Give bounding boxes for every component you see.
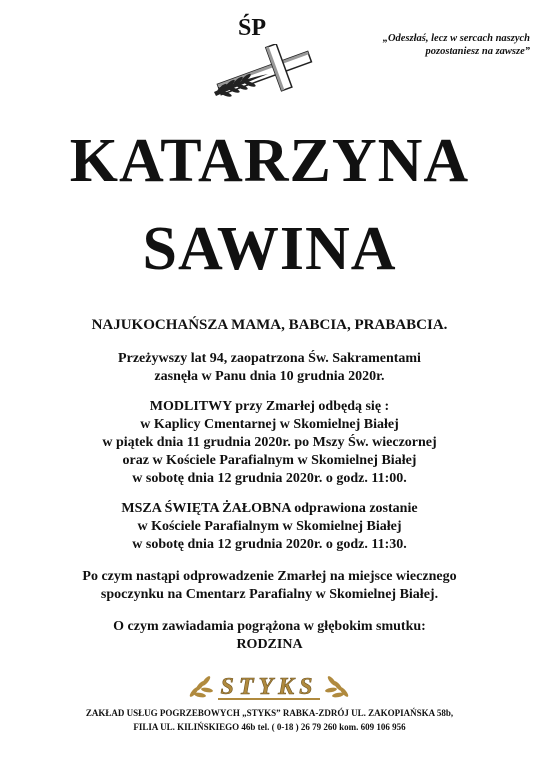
last-name: SAWINA	[142, 215, 397, 283]
notify-line: O czym zawiadamia pogrążona w głębokim smutku:	[113, 619, 426, 634]
funeral-home-footer	[10, 706, 529, 734]
epitaph-quote	[330, 32, 530, 58]
quote-line: pozostaniesz na zawsze”	[425, 46, 530, 57]
family-signature: RODZINA	[236, 637, 303, 652]
mass-line: w Kościele Parafialnym w Skomielnej Białej	[137, 519, 402, 534]
prayers-line: MODLITWY przy Zmarłej odbędą się :	[149, 399, 390, 414]
mass-block	[10, 500, 529, 554]
family-line-block	[10, 316, 529, 334]
mass-line: MSZA ŚWIĘTA ŻAŁOBNA odprawiona zostanie	[121, 501, 418, 516]
prayers-line: oraz w Kościele Parafialnym w Skomielnej Białej	[122, 453, 417, 468]
prayers-block	[10, 398, 529, 488]
age-block	[10, 350, 529, 386]
styks-logo	[184, 670, 354, 704]
first-name: KATARZYNA	[69, 127, 470, 195]
burial-line: spoczynku na Cmentarz Parafialny w Skomielnej Białej.	[100, 587, 439, 602]
burial-line: Po czym nastąpi odprowadzenie Zmarłej na miejsce wiecznego	[82, 569, 457, 584]
footer-line: FILIA UL. KILIŃSKIEGO 46b tel. ( 0-18 ) 26 79 260 kom. 609 106 956	[133, 722, 406, 732]
prayers-line: w piątek dnia 11 grudnia 2020r. po Mszy Św. wieczornej	[102, 435, 437, 450]
sp-abbreviation: ŚP	[237, 15, 266, 41]
family-line: NAJUKOCHAŃSZA MAMA, BABCIA, PRABABCIA.	[91, 317, 448, 333]
burial-block	[10, 568, 529, 604]
age-line: zasnęła w Panu dnia 10 grudnia 2020r.	[154, 369, 385, 384]
prayers-line: w sobotę dnia 12 grudnia 2020r. o godz. 11:00.	[132, 471, 407, 486]
age-line: Przeżywszy lat 94, zaopatrzona Św. Sakramentami	[118, 351, 421, 366]
cross-with-palm-icon	[208, 44, 318, 100]
footer-line: ZAKŁAD USŁUG POGRZEBOWYCH „STYKS” RABKA-ZDRÓJ UL. ZAKOPIAŃSKA 58b,	[85, 708, 454, 718]
logo-text: STYKS	[220, 674, 318, 700]
mass-line: w sobotę dnia 12 grudnia 2020r. o godz. 11:30.	[132, 537, 407, 552]
notification-block	[10, 618, 529, 654]
prayers-line: w Kaplicy Cmentarnej w Skomielnej Białej	[140, 417, 399, 432]
quote-line: „Odeszłaś, lecz w sercach naszych	[382, 33, 530, 44]
